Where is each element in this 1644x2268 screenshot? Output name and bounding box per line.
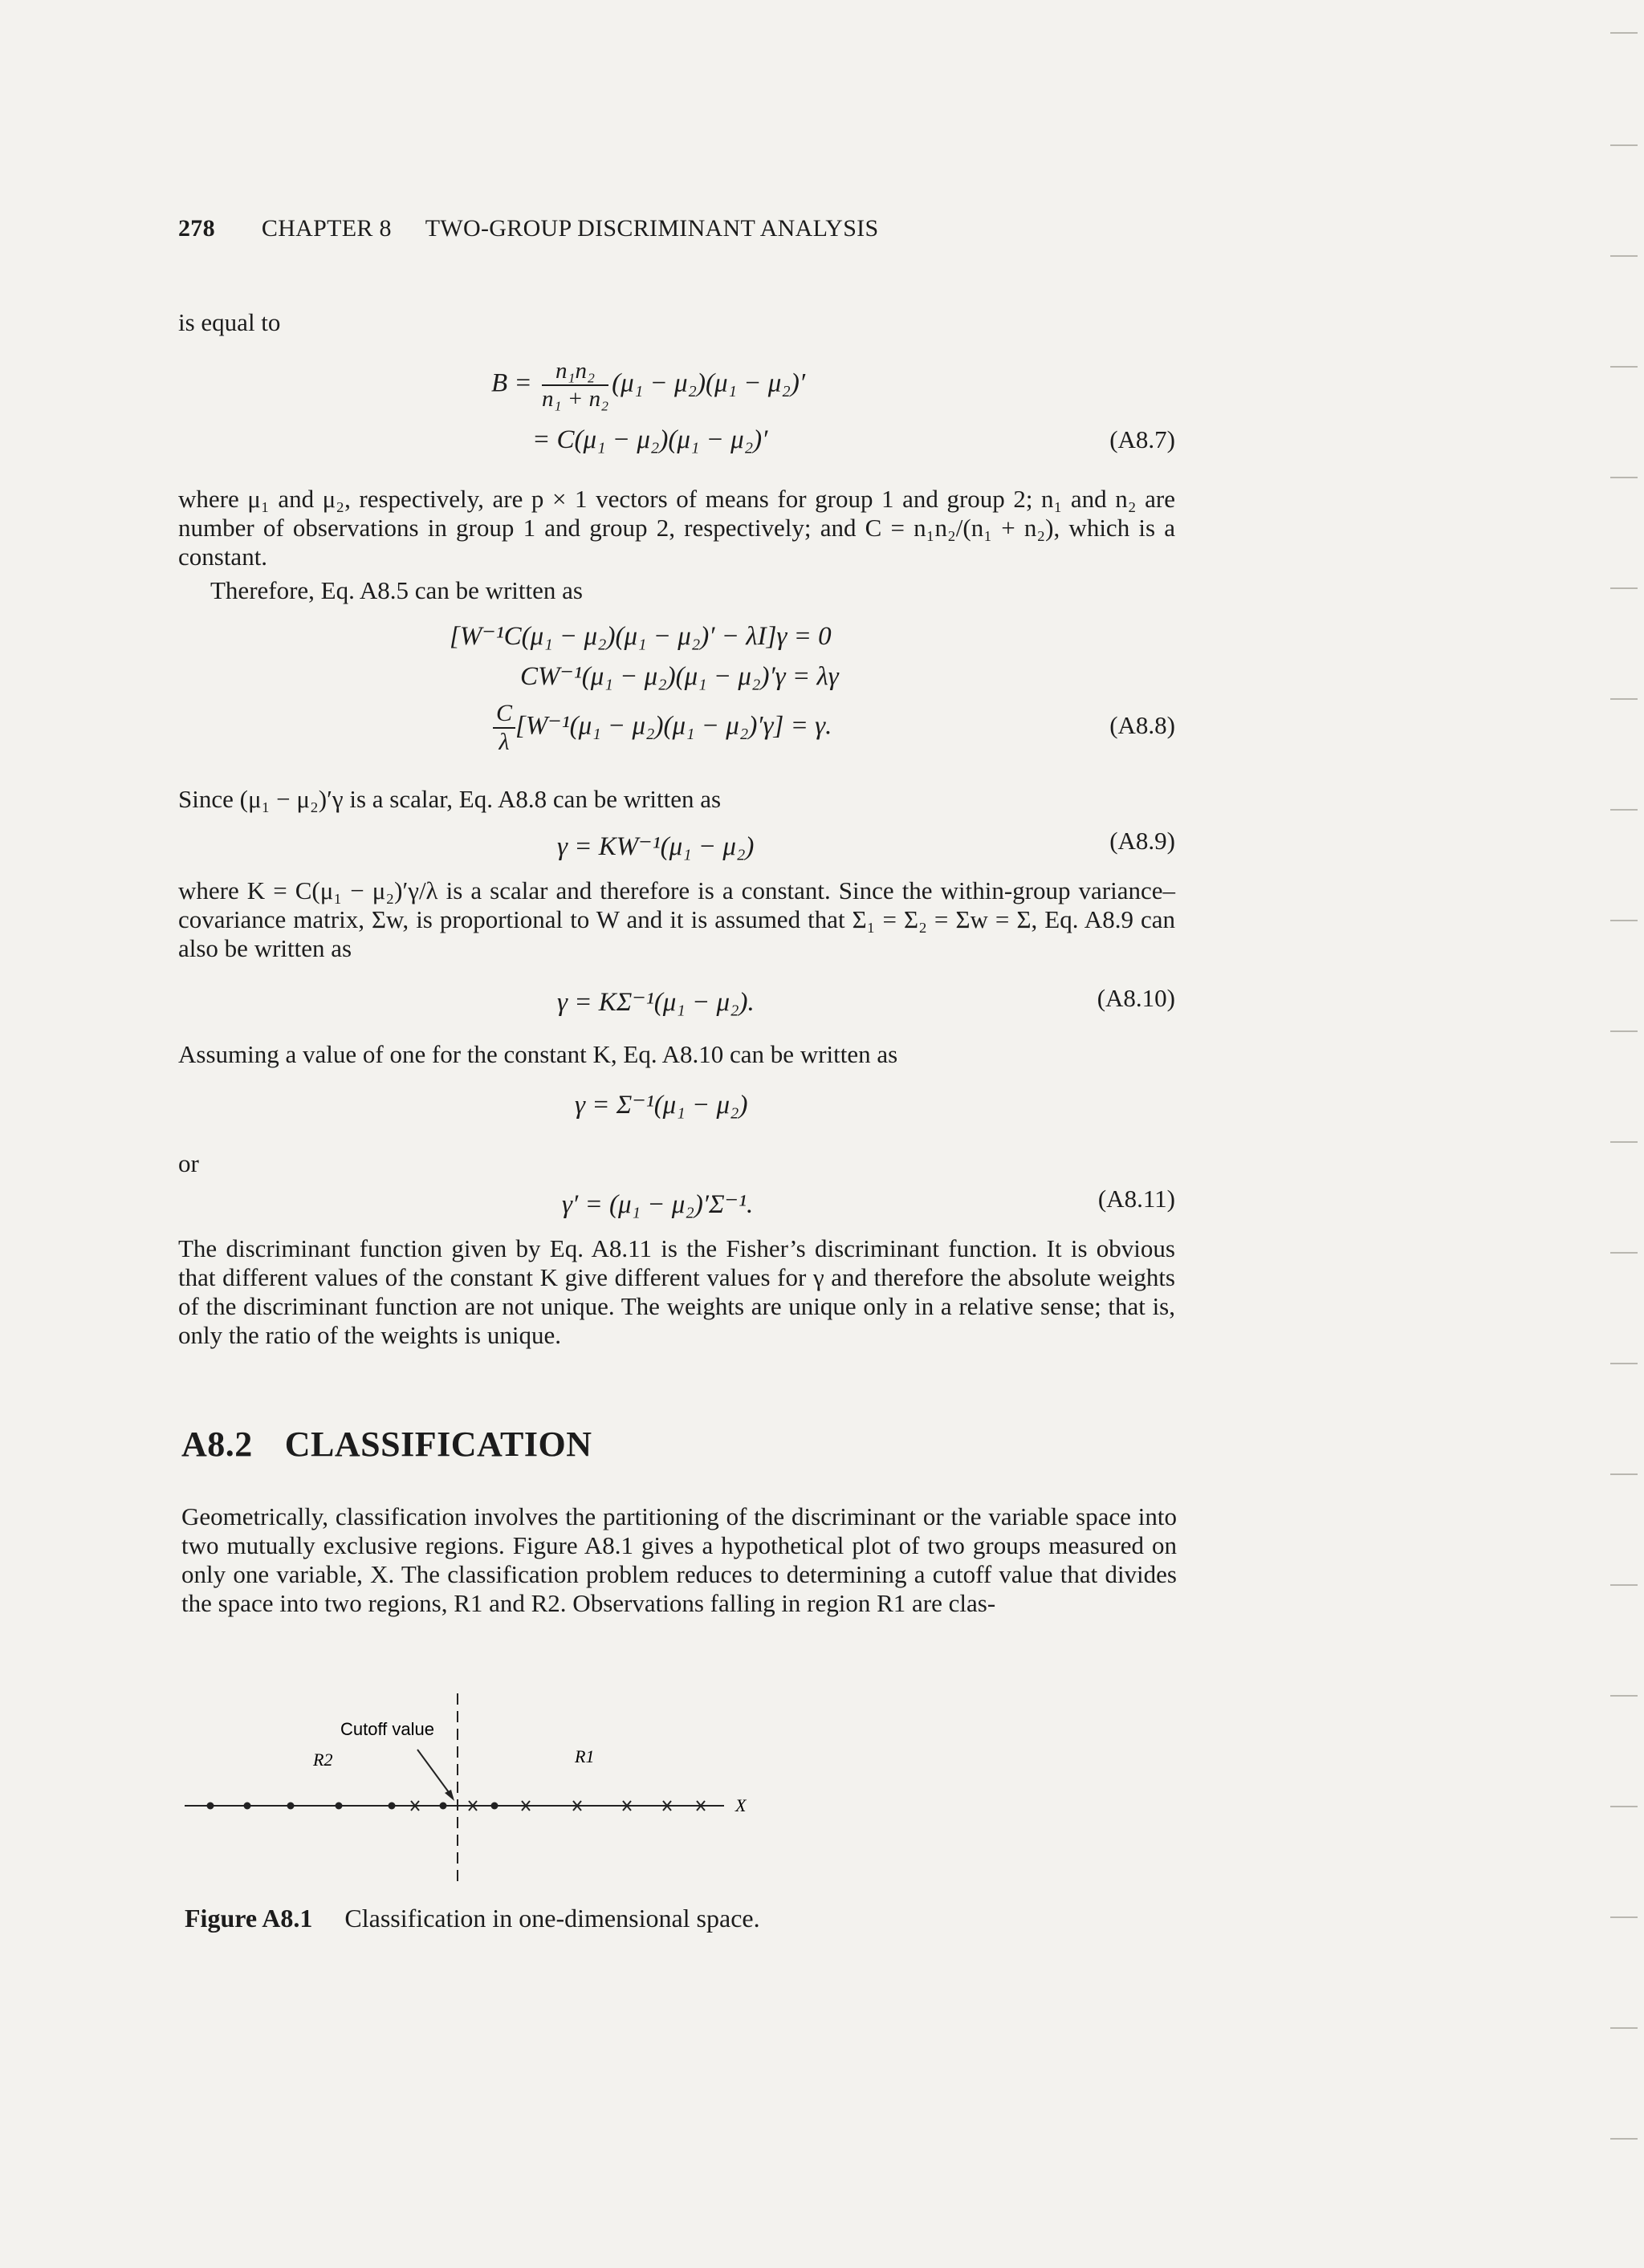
equation-a8-8-line1: [W⁻¹C(μ₁ − μ₂)(μ₁ − μ₂)′ − λI]γ = 0 xyxy=(450,622,832,651)
observation-dot xyxy=(491,1803,498,1810)
section-title: CLASSIFICATION xyxy=(284,1425,592,1464)
paragraph-geometric: Geometrically, classification involves the partitioning of the discriminant or the variable space into two mutually exclusive regions. Figure A8.1 gives a hypothetical plot of two groups measured on only one variable, X. The classification problem reduces to determining a cutoff value that divides the space into two regions, R1 and R2. Observations falling in region R1 are clas- xyxy=(181,1502,1177,1617)
axis-x-label: X xyxy=(735,1795,747,1815)
edge-mark xyxy=(1610,1363,1638,1364)
figure-label: Figure A8.1 xyxy=(185,1904,313,1933)
edge-mark xyxy=(1610,2138,1638,2140)
fraction-denominator: λ xyxy=(498,729,510,755)
edge-mark xyxy=(1610,1030,1638,1032)
edge-mark xyxy=(1610,477,1638,478)
equation-number-a8-11: (A8.11) xyxy=(1097,1185,1175,1213)
region-r2-label: R2 xyxy=(313,1750,333,1770)
chapter-label: CHAPTER 8 xyxy=(261,215,392,242)
edge-mark xyxy=(1610,1695,1638,1697)
edge-mark xyxy=(1610,144,1638,146)
observation-dot xyxy=(336,1803,343,1810)
figure-caption xyxy=(185,1904,760,1933)
word-or: or xyxy=(178,1149,199,1177)
paragraph-where-k: where K = C(μ₁ − μ₂)′γ/λ is a scalar and therefore is a constant. Since the within-group variance–covariance matrix, Σw, is proportional to W and it is assumed that Σ₁ = Σ₂ = Σw = Σ, Eq. A8.9 can also be written as xyxy=(178,876,1175,962)
paragraph-discriminant: The discriminant function given by Eq. A8.11 is the Fisher’s discriminant function. It is obvious that different values of the constant K give different values for γ and therefore the absolute weights of the discriminant function are not unique. The weights are unique only in a relative sense; that is, only the ratio of the weights is unique. xyxy=(178,1234,1175,1349)
section-heading xyxy=(181,1424,592,1465)
chapter-title: TWO-GROUP DISCRIMINANT ANALYSIS xyxy=(425,215,879,242)
edge-mark xyxy=(1610,809,1638,811)
edge-mark xyxy=(1610,1584,1638,1586)
fraction xyxy=(493,700,515,756)
caption-text: Classification in one-dimensional space. xyxy=(344,1904,760,1933)
observation-dot xyxy=(244,1803,251,1810)
region-r1-label: R1 xyxy=(575,1746,595,1766)
paragraph-since: Since (μ₁ − μ₂)′γ is a scalar, Eq. A8.8 can be written as xyxy=(178,785,722,813)
equation-a8-7-line2: = C(μ₁ − μ₂)(μ₁ − μ₂)′ xyxy=(532,425,768,454)
fraction-numerator: C xyxy=(493,700,515,729)
eq-rhs: [W⁻¹(μ₁ − μ₂)(μ₁ − μ₂)′γ] = γ. xyxy=(515,711,832,741)
section-number: A8.2 xyxy=(181,1425,253,1464)
fraction-denominator: n₁ + n₂ xyxy=(541,386,609,412)
edge-mark xyxy=(1610,2027,1638,2029)
running-header xyxy=(178,215,878,242)
eq-lhs: B = xyxy=(491,368,532,398)
equation-a8-8-line3 xyxy=(493,700,832,756)
edge-mark xyxy=(1610,366,1638,368)
equation-number-a8-8: (A8.8) xyxy=(1109,711,1175,739)
cutoff-arrow xyxy=(417,1750,453,1798)
edge-mark xyxy=(1610,1916,1638,1918)
page-number: 278 xyxy=(178,215,215,242)
equation-a8-8-line2: CW⁻¹(μ₁ − μ₂)(μ₁ − μ₂)′γ = λγ xyxy=(520,662,839,691)
figure-a8-1 xyxy=(178,1685,788,1926)
paragraph-where: where μ₁ and μ₂, respectively, are p × 1 vectors of means for group 1 and group 2; n₁ and n₂ are number of observations in group 1 and group 2, respectively; and C = n₁n₂/(n₁ + n₂), which is a constant. xyxy=(178,485,1175,571)
edge-mark xyxy=(1610,1141,1638,1143)
fraction-numerator: n₁n₂ xyxy=(542,358,608,386)
equation-number-a8-7: (A8.7) xyxy=(1109,425,1175,453)
edge-mark xyxy=(1610,1806,1638,1807)
observation-dot xyxy=(389,1803,396,1810)
edge-mark xyxy=(1610,255,1638,257)
paragraph-therefore: Therefore, Eq. A8.5 can be written as xyxy=(210,576,583,604)
equation-number-a8-10: (A8.10) xyxy=(1097,984,1175,1012)
equation-unnumbered: γ = Σ⁻¹(μ₁ − μ₂) xyxy=(575,1091,748,1120)
cutoff-arrowhead xyxy=(445,1790,454,1801)
intro-text: is equal to xyxy=(178,308,281,336)
edge-mark xyxy=(1610,32,1638,34)
edge-mark xyxy=(1610,1252,1638,1254)
paragraph-assuming: Assuming a value of one for the constant K, Eq. A8.10 can be written as xyxy=(178,1040,898,1068)
equation-a8-9: γ = KW⁻¹(μ₁ − μ₂) xyxy=(557,832,755,861)
edge-mark xyxy=(1610,587,1638,589)
observation-dot xyxy=(287,1803,295,1810)
observation-dot xyxy=(207,1803,214,1810)
eq-rhs: (μ₁ − μ₂)(μ₁ − μ₂)′ xyxy=(612,368,806,398)
equation-number-a8-9: (A8.9) xyxy=(1109,827,1175,855)
observation-dot xyxy=(440,1803,447,1810)
edge-mark xyxy=(1610,698,1638,700)
equation-a8-10: γ = KΣ⁻¹(μ₁ − μ₂). xyxy=(557,988,755,1017)
equation-a8-7-line1 xyxy=(491,358,805,413)
edge-mark xyxy=(1610,920,1638,921)
edge-mark xyxy=(1610,1473,1638,1475)
fraction xyxy=(542,358,608,413)
equation-a8-11: γ′ = (μ₁ − μ₂)′Σ⁻¹. xyxy=(562,1190,754,1219)
cutoff-label: Cutoff value xyxy=(340,1719,435,1739)
